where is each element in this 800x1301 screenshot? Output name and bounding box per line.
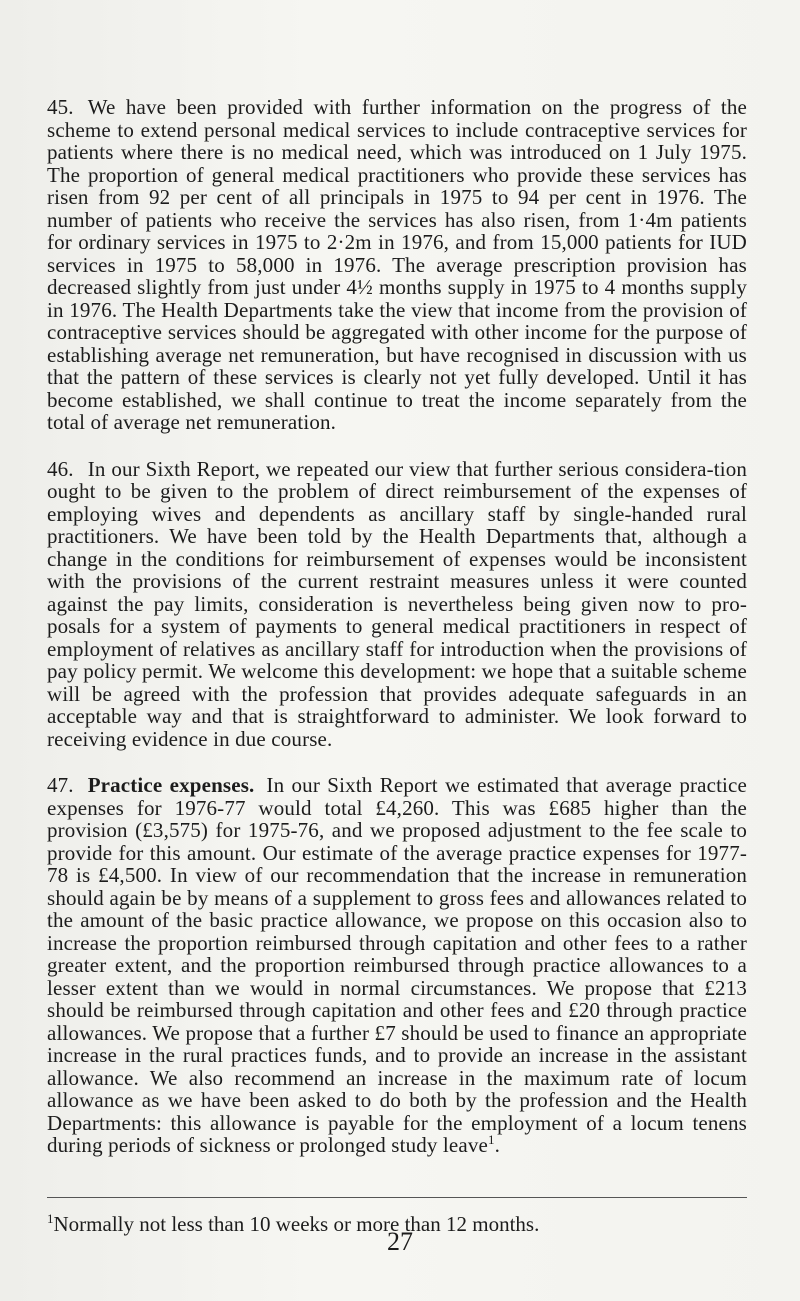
footnote-text: Normally not less than 10 weeks or more than 12 months. (53, 1211, 540, 1236)
paragraph-47 (47, 774, 747, 1157)
paragraph-text: We have been provided with further information on the progress of the scheme to extend personal medical services to include contraceptive services for patients where there is no medical need, which was introduced on 1 July 1975. The proportion of general medical practitioners who provide these services has risen from 92 per cent of all principals in 1975 to 94 per cent in 1976. The number of patients who receive the services has also risen, from 1·4m patients for ordinary services in 1975 to 2·2m in 1976, and from 15,000 patients for IUD services in 1975 to 58,000 in 1976. The average prescription provision has decreased slightly from just under 4½ months supply in 1975 to 4 months supply in 1976. The Health Departments take the view that income from the provision of contraceptive services should be aggregated with other income for the purpose of establishing average net remuneration, but have recognised in discussion with us that the pattern of these services is clearly not yet fully developed. Until it has become established, we shall continue to treat the income separately from the total of average net remuneration. (47, 95, 747, 434)
footnote-marker: 1 (47, 1210, 54, 1226)
paragraph-heading: Practice expenses. (87, 773, 255, 797)
paragraph-number: 46. (47, 456, 74, 481)
footnote-reference: 1 (487, 1132, 495, 1147)
paragraph-text: In our Sixth Report we estimated that average practice expenses for 1976-77 would total £4,260. This was £685 higher than the provision (£3,575) for 1975-76, and we proposed adjustment to the fee scale to provide for this amount. Our estimate of the average practice expenses for 1977-78 is £4,500. In view of our recommendation that the increase in remuneration should again be by means of a supplement to gross fees and allowances related to the amount of the basic practice allowance, we propose on this occasion also to increase the proportion reimbursed through capitation and other fees to a rather greater extent, and the proportion reimbursed through practice allowances to a lesser extent than we would in normal circumstances. We propose that £213 should be reimbursed through capitation and other fees and £20 through practice allowances. We propose that a further £7 should be used to finance an appropriate increase in the rural practices funds, and to provide an increase in the assistant allowance. We also recommend an increase in the maximum rate of locum allowance as we have been asked to do both by the profession and the Health Departments: this allowance is payable for the employment of a locum tenens during periods of sickness or prolonged study leave (47, 773, 747, 1157)
paragraph-text: In our Sixth Report, we repeated our view that further serious considera-tion ought to be given to the problem of direct reimbursement of the expenses of employing wives and dependents as ancillary staff by single-handed rural practitioners. We have been told by the Health Departments that, although a change in the conditions for reimbursement of expenses would be inconsistent with the provisions of the current restraint measures unless it were counted against the pay limits, consideration is nevertheless being given now to pro-posals for a system of payments to general medical practitioners in respect of employment of relatives as ancillary staff for introduction when the provisions of pay policy permit. We welcome this development: we hope that a suitable scheme will be agreed with the profession that provides adequate safeguards in an acceptable way and that is straightforward to administer. We look forward to receiving evidence in due course. (47, 456, 747, 751)
paragraph-text-end: . (494, 1133, 501, 1157)
paragraph-45 (47, 96, 747, 434)
paragraph-46 (47, 458, 747, 751)
document-body (47, 96, 747, 1236)
paragraph-number: 45. (47, 95, 74, 119)
page-number: 27 (387, 1227, 413, 1256)
paragraph-number: 47. (47, 773, 74, 797)
footnote-divider (47, 1197, 747, 1198)
